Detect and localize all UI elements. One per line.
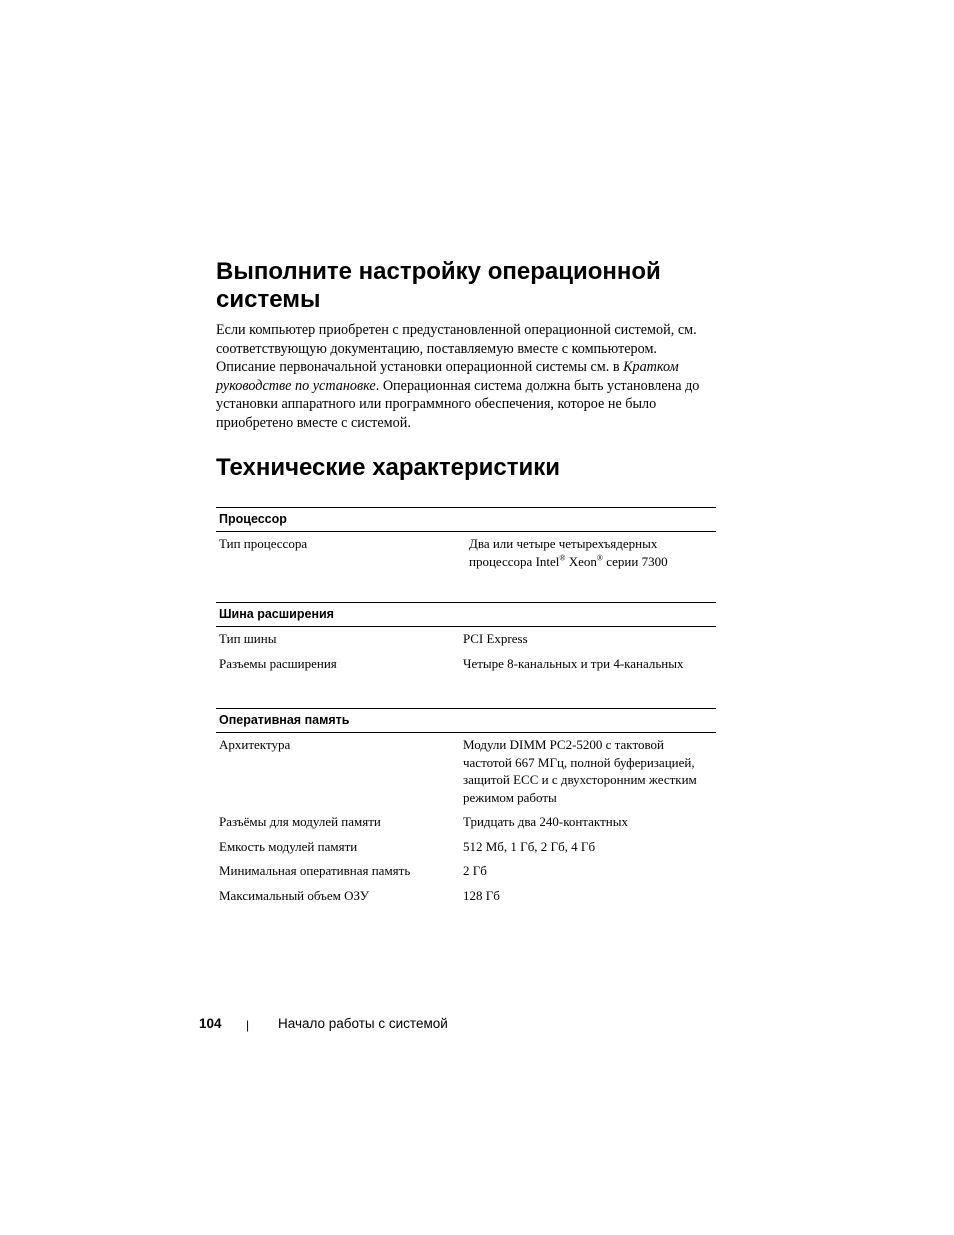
spec-value: PCI Express <box>463 631 528 646</box>
spec-value: 2 Гб <box>463 863 487 878</box>
spec-row <box>216 655 716 680</box>
section-title-memory: Оперативная память <box>216 708 716 733</box>
spec-row <box>216 838 716 863</box>
spec-label: Максимальный объем ОЗУ <box>219 887 369 903</box>
spec-label: Тип процессора <box>219 536 308 551</box>
spec-label: Тип шины <box>219 631 277 646</box>
intro-paragraph <box>216 321 720 433</box>
intro-guide-title: Кратком руководстве по установке <box>216 359 679 394</box>
section-title-processor: Процессор <box>216 507 716 532</box>
intro-text-2: . Операционная система должна быть установлена до установки аппаратного или программного обеспечения, которое не было приобретено вместе с системой. <box>216 377 700 431</box>
footer-separator: | <box>246 1018 250 1032</box>
spec-value: Тридцать два 240-контактных <box>463 814 628 829</box>
spec-label: Минимальная оперативная память <box>219 863 411 878</box>
spec-row <box>216 736 716 813</box>
registered-mark: ® <box>559 553 566 563</box>
spec-label: Емкость модулей памяти <box>219 838 358 854</box>
heading-os-setup: Выполните настройку операционной системы <box>216 258 661 313</box>
value-part: серии 7300 <box>602 553 668 569</box>
spec-row <box>216 630 716 655</box>
spec-value: Четыре 8-канальных и три 4-канальных <box>463 656 684 671</box>
spec-value: 512 Мб, 1 Гб, 2 Гб, 4 Гб <box>463 838 596 854</box>
spec-value <box>469 535 709 570</box>
spec-row <box>216 813 716 838</box>
spec-value: 128 Гб <box>463 887 500 903</box>
value-part: Два или четыре четырехъядерных процессора Intel <box>469 536 658 569</box>
intro-text-1: Если компьютер приобретен с предустановленной операционной системой, см. соответствующую документацию, поставляемую вместе с компьютером. Описание первоначальной установки операционной системы см. в <box>216 322 697 376</box>
spec-label: Разъемы расширения <box>219 656 337 671</box>
page-number: 104 <box>199 1016 222 1031</box>
spec-row <box>216 887 716 912</box>
spec-value: Модули DIMM PC2-5200 с тактовой частотой 667 МГц, полной буферизацией, защитой ECC и с двухсторонним жестким режимом работы <box>463 737 697 805</box>
value-part: Xeon <box>565 553 597 569</box>
spec-row <box>216 862 716 887</box>
registered-mark: ® <box>596 553 603 563</box>
spec-section-processor <box>216 507 716 595</box>
spec-section-memory <box>216 708 716 911</box>
section-title-bus: Шина расширения <box>216 602 716 627</box>
spec-row <box>216 535 716 595</box>
spec-label: Разъёмы для модулей памяти <box>219 814 381 829</box>
footer-title: Начало работы с системой <box>278 1016 448 1031</box>
heading-specifications: Технические характеристики <box>216 454 561 481</box>
spec-section-bus <box>216 602 716 680</box>
spec-label: Архитектура <box>219 737 291 752</box>
